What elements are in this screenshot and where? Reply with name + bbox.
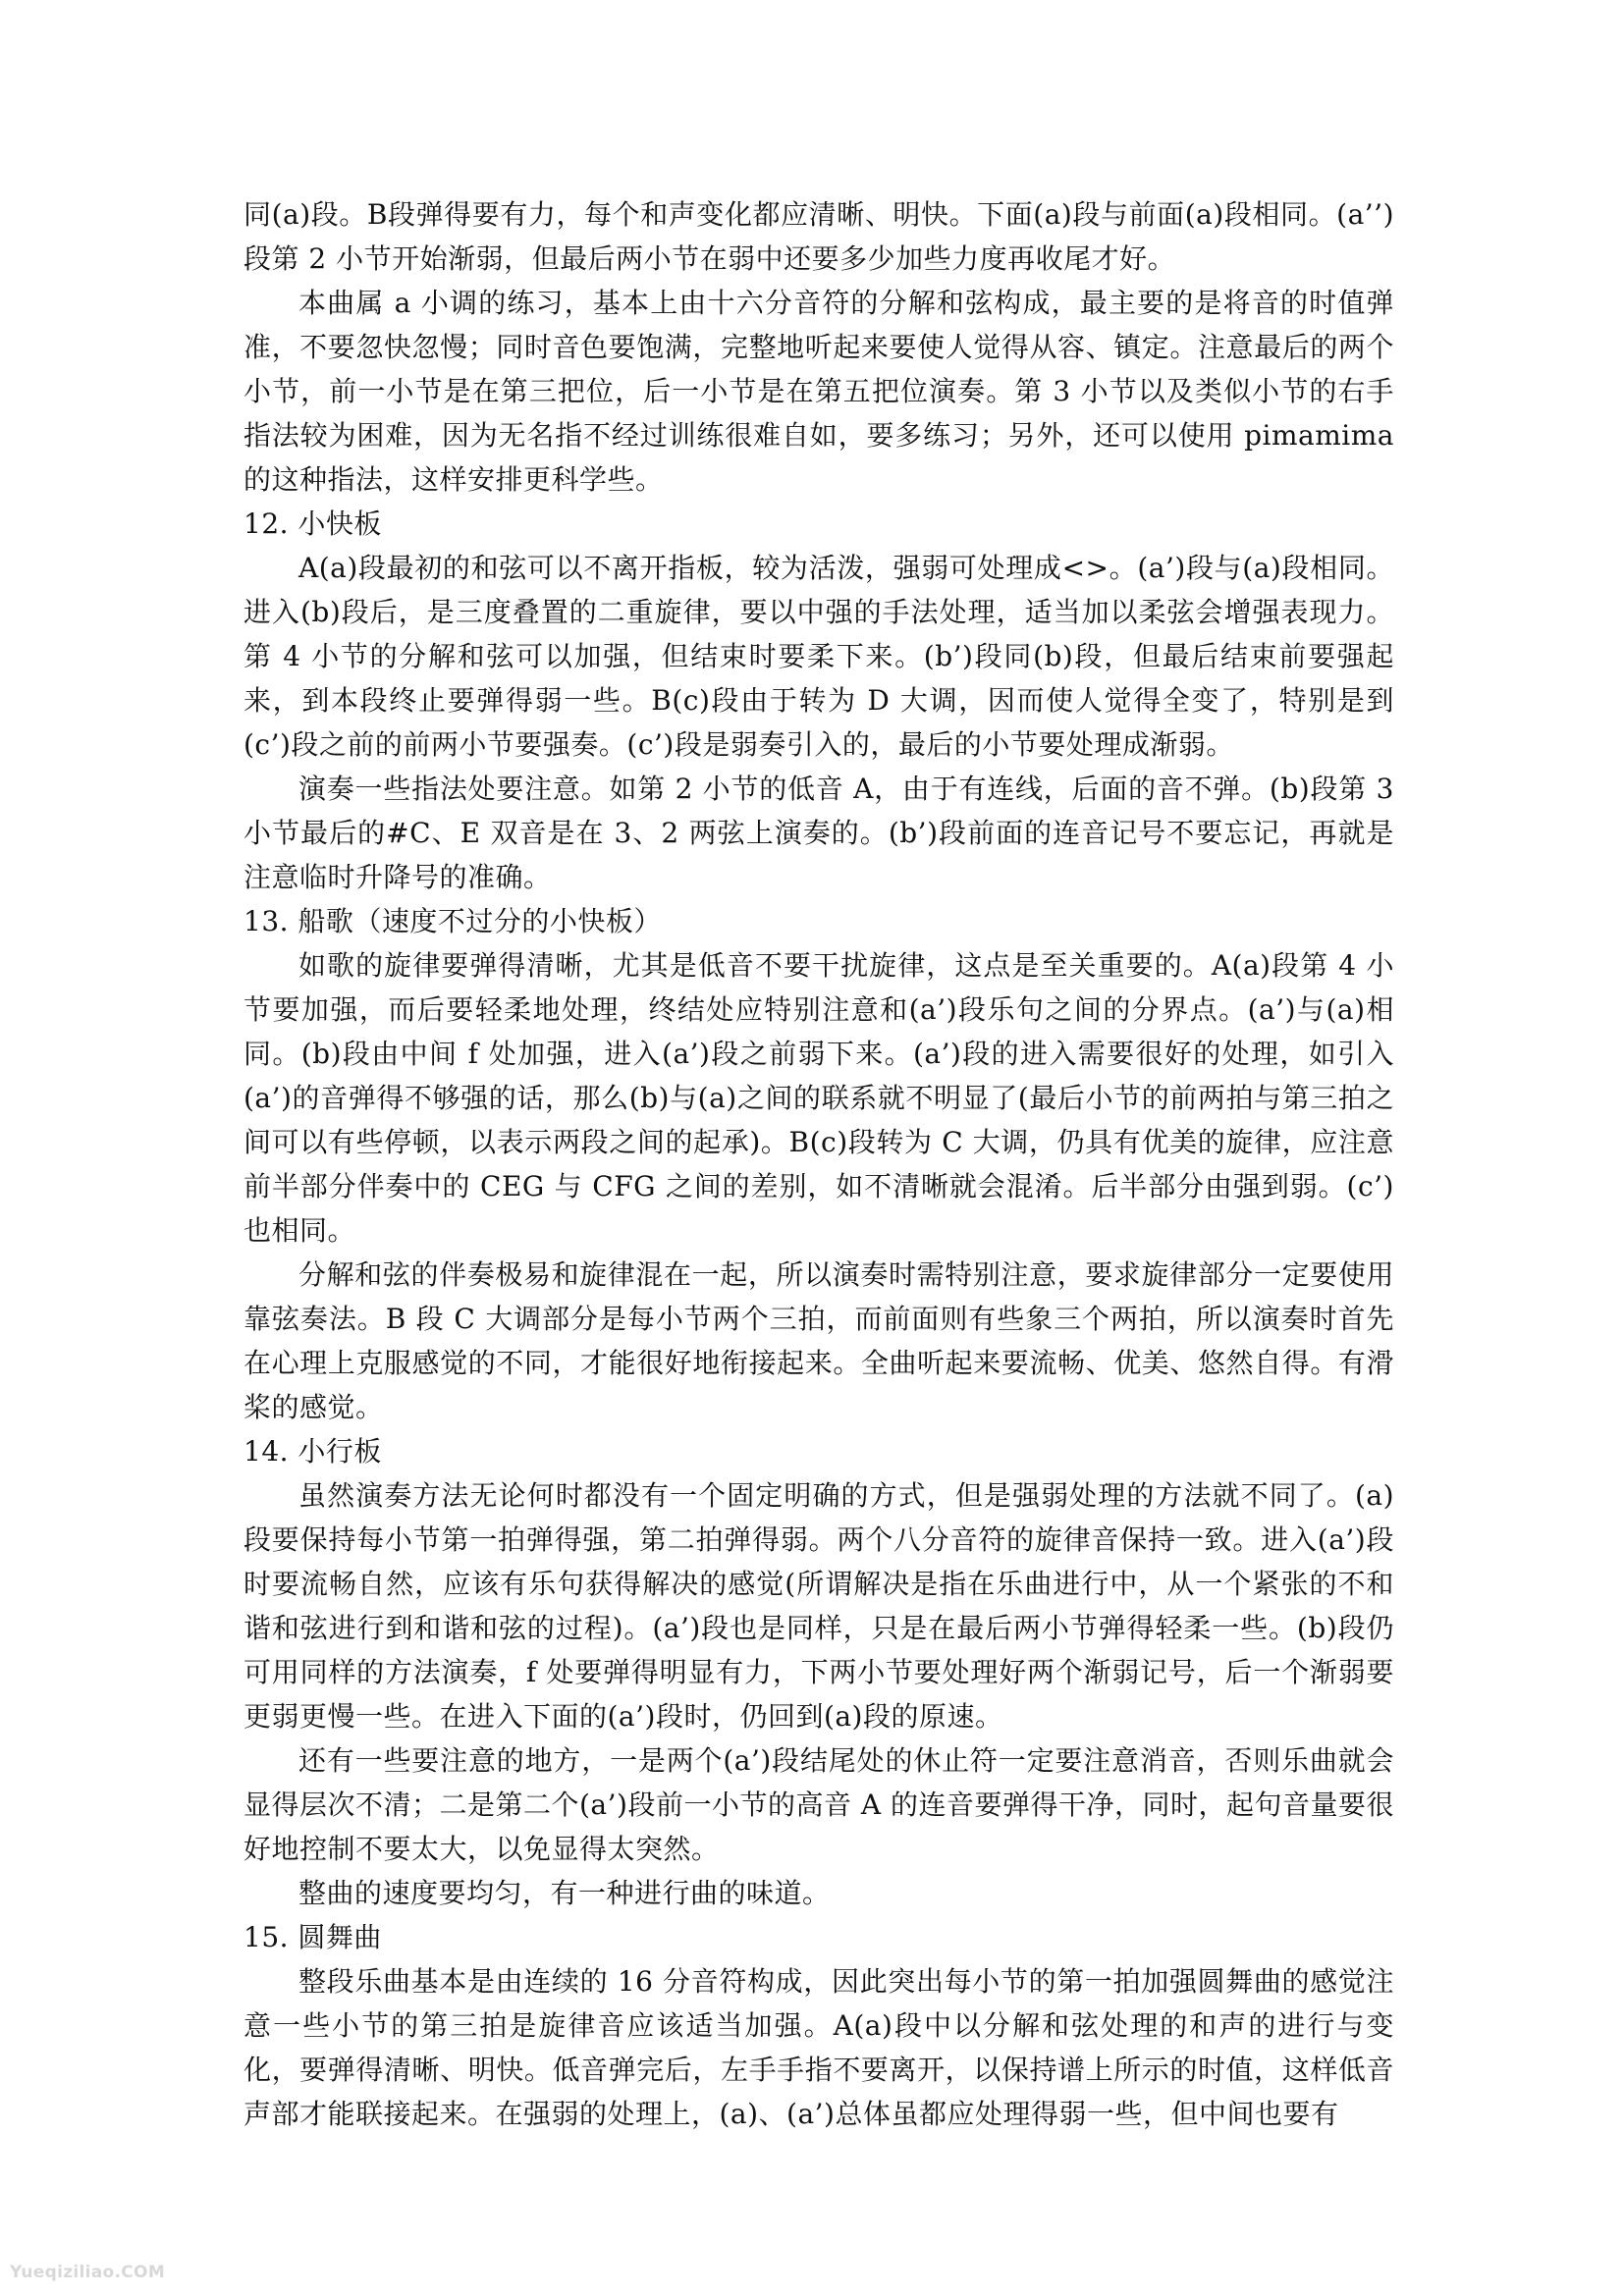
paragraph-13-melody: 如歌的旋律要弹得清晰，尤其是低音不要干扰旋律，这点是至关重要的。A(a)段第 4 小节要加强，而后要轻柔地处理，终结处应特别注意和(a’)段乐句之间的分界点。(a’)与(a)相同。(b)段由中间 f 处加强，进入(a’)段之前弱下来。(a’)段的进入需要很好的处理，如引入(a’)的音弹得不够强的话，那么(b)与(a)之间的联系就不明显了(最后小节的前两拍与第三拍之间可以有些停顿，以表示两段之间的起承)。B(c)段转为 C 大调，仍具有优美的旋律，应注意前半部分伴奏中的 CEG 与 CFG 之间的差别，如不清晰就会混淆。后半部分由强到弱。(c’)也相同。 xyxy=(243,949,1394,1247)
section-heading-13: 13. 船歌（速度不过分的小快板） xyxy=(243,905,662,937)
site-watermark: Yueqiziliao.COM xyxy=(10,2263,166,2282)
paragraph-continuation: 同(a)段。B段弹得要有力，每个和声变化都应清晰、明快。下面(a)段与前面(a)段相同。(a’’)段第 2 小节开始渐弱，但最后两小节在弱中还要多少加些力度再收尾才好。 xyxy=(243,198,1394,275)
section-heading-12: 12. 小快板 xyxy=(243,507,382,540)
paragraph-12-structure: A(a)段最初的和弦可以不离开指板，较为活泼，强弱可处理成<>。(a’)段与(a)段相同。进入(b)段后，是三度叠置的二重旋律，要以中强的手法处理，适当加以柔弦会增强表现力。第 4 小节的分解和弦可以加强，但结束时要柔下来。(b’)段同(b)段，但最后结束前要强起来，到本段终止要弹得弱一些。B(c)段由于转为 D 大调，因而使人觉得全变了，特别是到(c’)段之前的前两小节要强奏。(c’)段是弱奏引入的，最后的小节要处理成渐弱。 xyxy=(243,552,1394,761)
paragraph-12-fingering: 演奏一些指法处要注意。如第 2 小节的低音 A，由于有连线，后面的音不弹。(b)段第 3 小节最后的#C、E 双音是在 3、2 两弦上演奏的。(b’)段前面的连音记号不要忘记，再就是注意临时升降号的准确。 xyxy=(243,773,1394,893)
paragraph-14-dynamics: 虽然演奏方法无论何时都没有一个固定明确的方式，但是强弱处理的方法就不同了。(a)段要保持每小节第一拍弹得强，第二拍弹得弱。两个八分音符的旋律音保持一致。进入(a’)段时要流畅自然，应该有乐句获得解决的感觉(所谓解决是指在乐曲进行中，从一个紧张的不和谐和弦进行到和谐和弦的过程)。(a’)段也是同样，只是在最后两小节弹得轻柔一些。(b)段仍可用同样的方法演奏，f 处要弹得明显有力，下两小节要处理好两个渐弱记号，后一个渐弱要更弱更慢一些。在进入下面的(a’)段时，仍回到(a)段的原速。 xyxy=(243,1479,1394,1733)
paragraph-15-waltz: 整段乐曲基本是由连续的 16 分音符构成，因此突出每小节的第一拍加强圆舞曲的感觉注意一些小节的第三拍是旋律音应该适当加强。A(a)段中以分解和弦处理的和声的进行与变化，要弹得清晰、明快。低音弹完后，左手手指不要离开，以保持谱上所示的时值，这样低音声部才能联接起来。在强弱的处理上，(a)、(a’)总体虽都应处理得弱一些，但中间也要有 xyxy=(243,1965,1394,2130)
section-heading-14: 14. 小行板 xyxy=(243,1435,382,1468)
paragraph-14-tempo: 整曲的速度要均匀，有一种进行曲的味道。 xyxy=(298,1877,831,1909)
section-heading-15: 15. 圆舞曲 xyxy=(243,1921,382,1953)
document-body xyxy=(243,192,1394,2136)
paragraph-13-accompaniment: 分解和弦的伴奏极易和旋律混在一起，所以演奏时需特别注意，要求旋律部分一定要使用靠弦奏法。B 段 C 大调部分是每小节两个三拍，而前面则有些象三个两拍，所以演奏时首先在心理上克服感觉的不同，才能很好地衔接起来。全曲听起来要流畅、优美、悠然自得。有滑桨的感觉。 xyxy=(243,1258,1394,1423)
paragraph-a-minor-etude: 本曲属 a 小调的练习，基本上由十六分音符的分解和弦构成，最主要的是将音的时值弹准，不要忽快忽慢；同时音色要饱满，完整地听起来要使人觉得从容、镇定。注意最后的两个小节，前一小节是在第三把位，后一小节是在第五把位演奏。第 3 小节以及类似小节的右手指法较为困难，因为无名指不经过训练很难自如，要多练习；另外，还可以使用 pimamima 的这种指法，这样安排更科学些。 xyxy=(243,287,1394,496)
paragraph-14-notes: 还有一些要注意的地方，一是两个(a’)段结尾处的休止符一定要注意消音，否则乐曲就会显得层次不清；二是第二个(a’)段前一小节的高音 A 的连音要弹得干净，同时，起句音量要很好地控制不要太大，以免显得太突然。 xyxy=(243,1744,1394,1865)
